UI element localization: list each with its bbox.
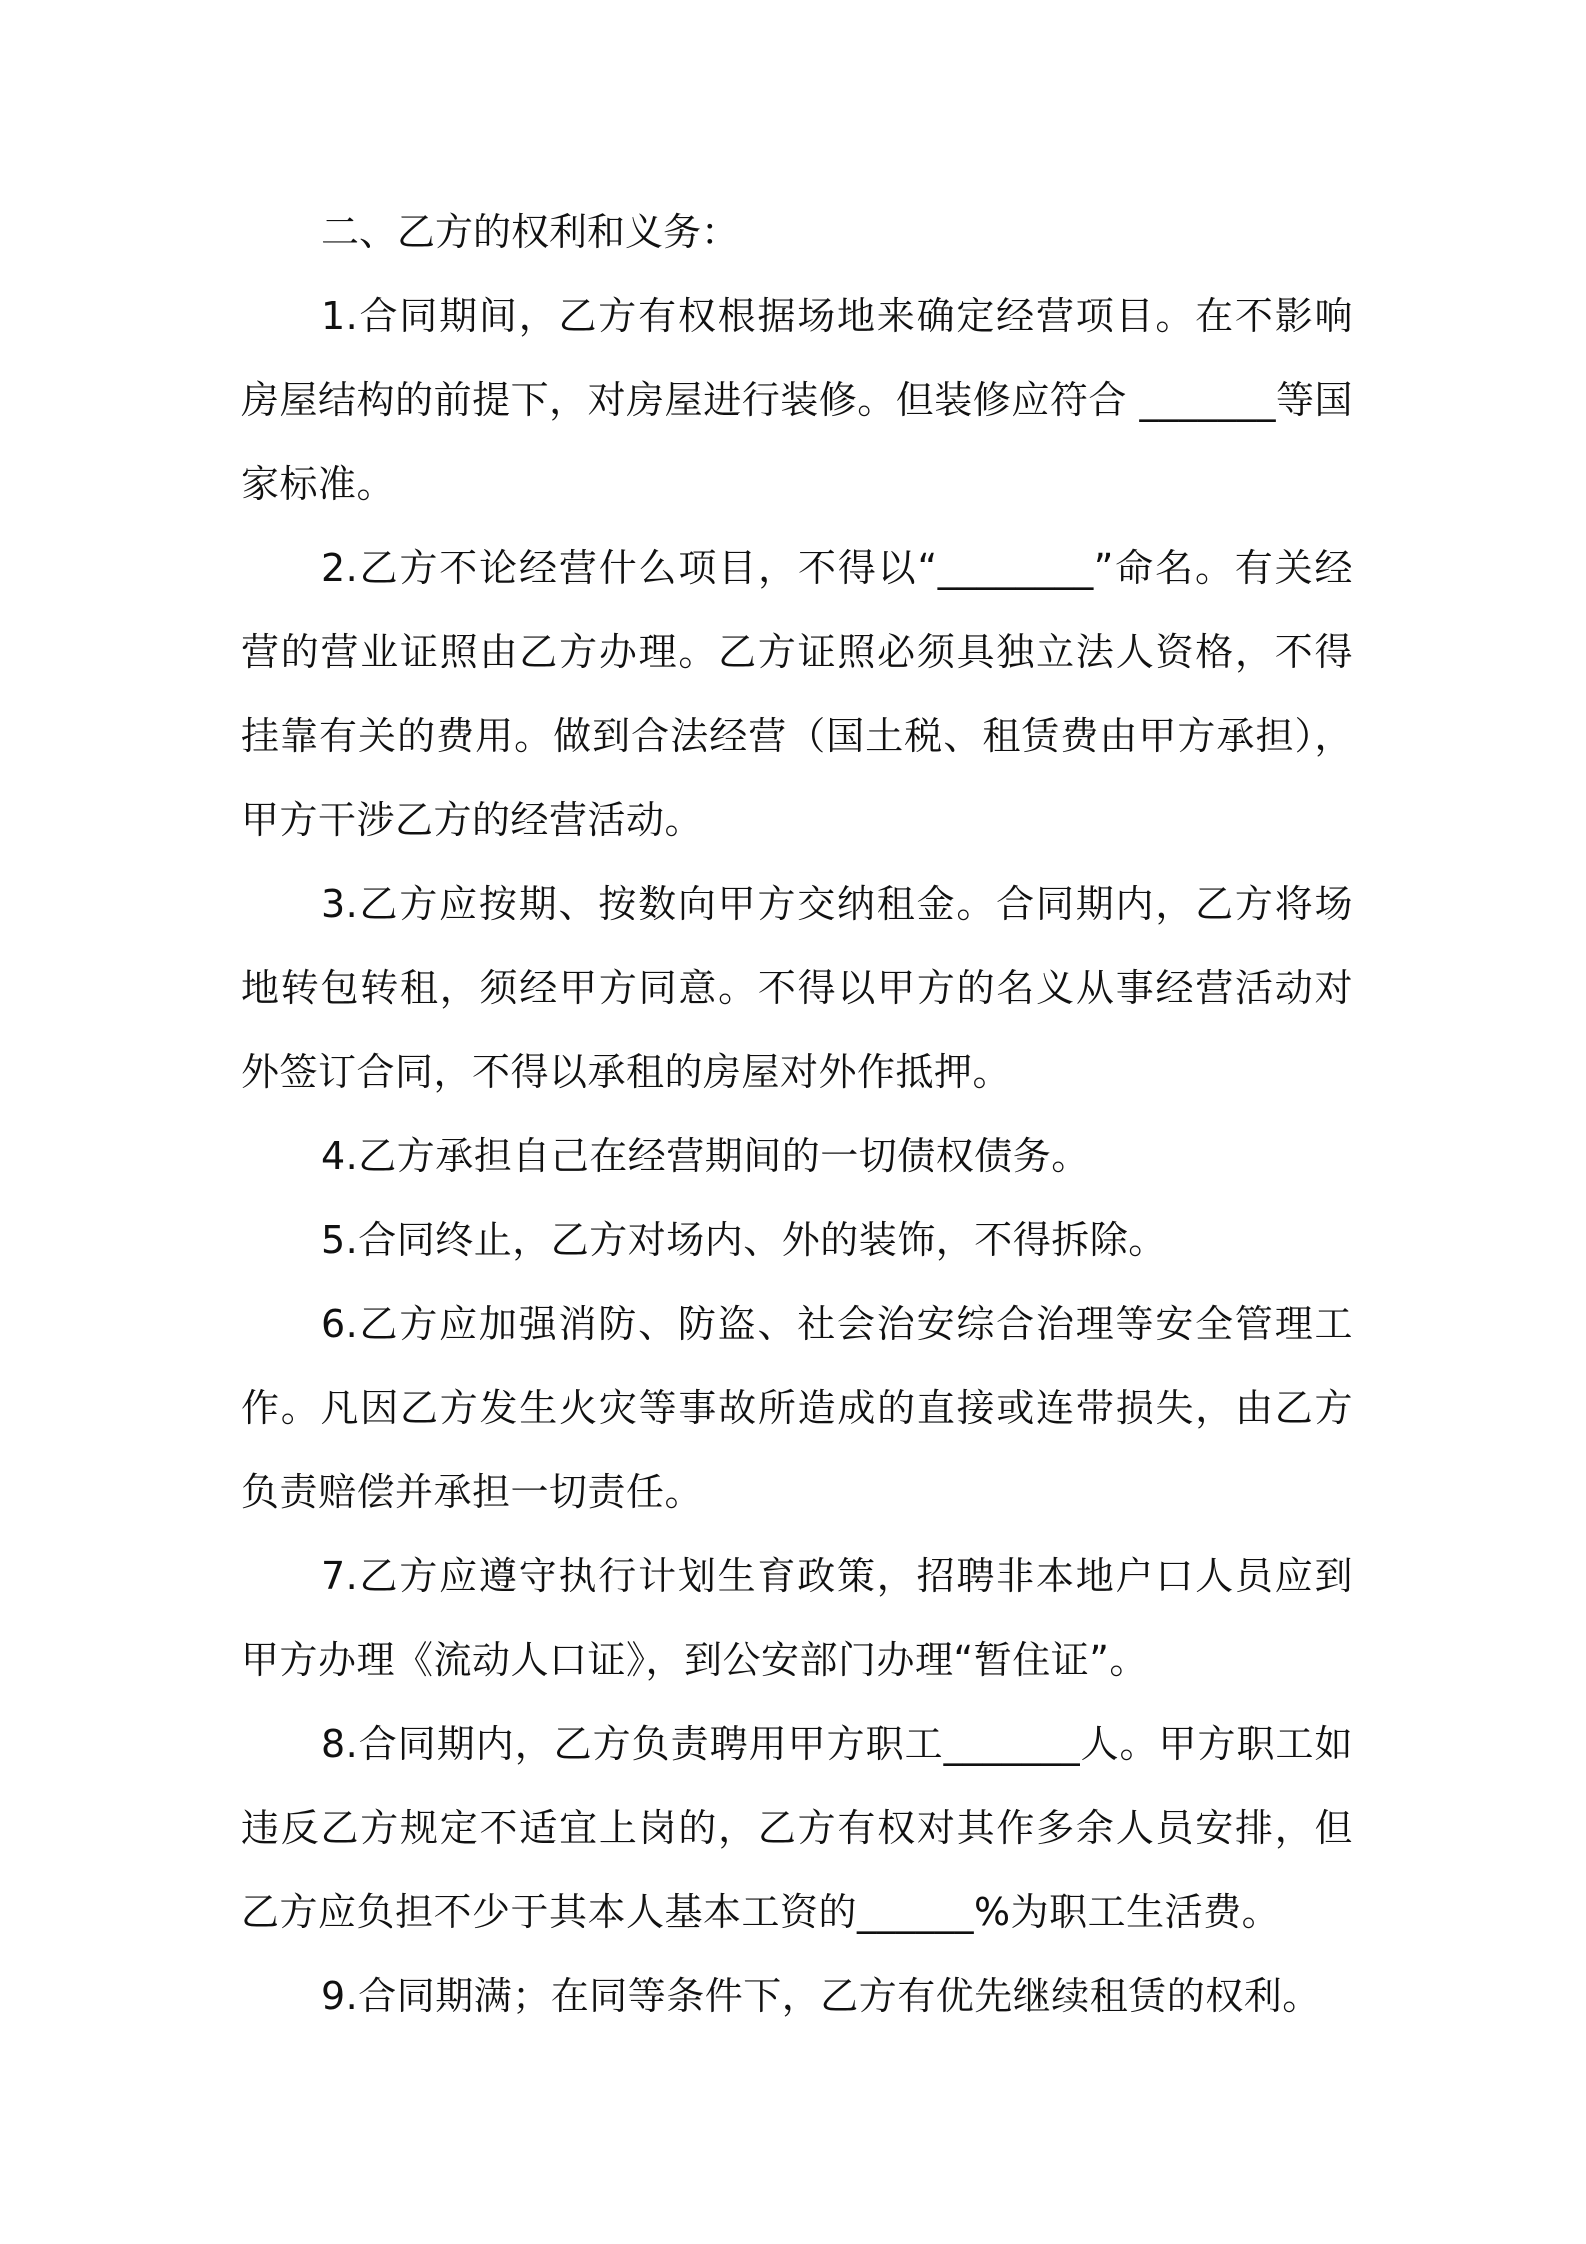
section-heading: 二、乙方的权利和义务： [321, 210, 740, 254]
clause-4: 4.乙方承担自己在经营期间的一切债权债务。 [321, 1134, 1090, 1178]
clause-5: 5.合同终止，乙方对场内、外的装饰，不得拆除。 [321, 1218, 1167, 1262]
document-body [241, 190, 1353, 2038]
clause-9: 9.合同期满；在同等条件下，乙方有优先继续租赁的权利。 [321, 1974, 1321, 2018]
clause-7: 7.乙方应遵守执行计划生育政策，招聘非本地户口人员应到甲方办理《流动人口证》，到公安部门办理“暂住证”。 [241, 1554, 1353, 1682]
clause-6: 6.乙方应加强消防、防盗、社会治安综合治理等安全管理工作。凡因乙方发生火灾等事故所造成的直接或连带损失，由乙方负责赔偿并承担一切责任。 [241, 1302, 1353, 1514]
clause-3: 3.乙方应按期、按数向甲方交纳租金。合同期内，乙方将场地转包转租，须经甲方同意。不得以甲方的名义从事经营活动对外签订合同，不得以承租的房屋对外作抵押。 [241, 882, 1353, 1094]
clause-2: 2.乙方不论经营什么项目，不得以“________”命名。有关经营的营业证照由乙方办理。乙方证照必须具独立法人资格，不得挂靠有关的费用。做到合法经营（国土税、租赁费由甲方承担），甲方干涉乙方的经营活动。 [241, 546, 1353, 842]
clause-1: 1.合同期间，乙方有权根据场地来确定经营项目。在不影响房屋结构的前提下，对房屋进行装修。但装修应符合 _______等国家标准。 [241, 294, 1353, 506]
clause-8: 8.合同期内，乙方负责聘用甲方职工_______人。甲方职工如违反乙方规定不适宜上岗的，乙方有权对其作多余人员安排，但乙方应负担不少于其本人基本工资的______%为职工生活费。 [241, 1722, 1353, 1934]
